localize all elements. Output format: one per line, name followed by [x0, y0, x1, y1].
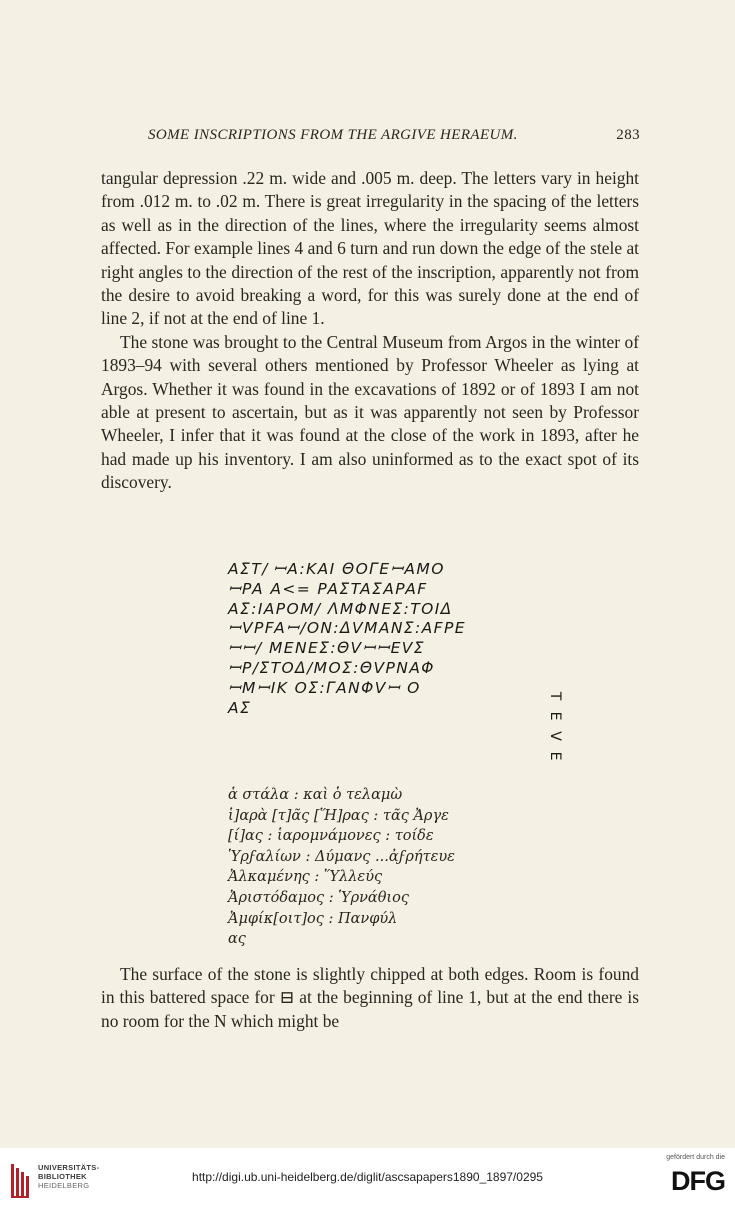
inscription-line: ꟷP/ΣTOΔ/MOΣ:ΘVPNAΦ	[228, 658, 435, 677]
vertical-letter: T	[547, 691, 563, 701]
paragraph-3: The surface of the stone is slightly chipped at both edges. Room is found in this battered space for ⊟ at the beginning of line 1, but at the end there is no room for the N which might be	[101, 964, 639, 1031]
greek-transcription	[228, 785, 528, 950]
funded-by-label: gefördert durch die	[666, 1154, 725, 1161]
inscription-line: AΣ:IAPOM/ ΛMΦNEΣ:TOIΔ	[228, 599, 453, 618]
paragraph-2: The stone was brought to the Central Museum from Argos in the winter of 1893–94 with several others mentioned by Professor Wheeler as lying at Argos. Whether it was found in the excavations of 1892 or of 1893 I am not able at present to ascertain, but as it was apparently not seen by Professor Wheeler, I infer that it was found at the close of the work in 1893, after he had made up his inventory. I am also uninformed as to the exact spot of its discovery.	[101, 331, 639, 493]
inscription-facsimile	[228, 560, 528, 718]
vertical-letter: E	[547, 751, 563, 761]
inscription-line: ꟷꟷ/ MENEΣ:ΘVꟷꟷEVΣ	[228, 639, 425, 658]
inscription-line: ꟷMꟷIK OΣ:ΓANΦVꟷ O	[228, 678, 421, 697]
transcription-line: Ὑρϝαλίων : Δύμανς ...ἀϝρήτευε	[228, 848, 455, 865]
closing-text	[101, 963, 639, 1033]
inscription-line: AΣT/ ꟷA:KAI ΘOΓEꟷAMO	[228, 560, 445, 578]
transcription-line: Ἀμφίκ[οιτ]ος : Πανφύλ	[228, 910, 398, 927]
inscription-line: AΣ	[228, 698, 252, 717]
transcription-line: ἁ στάλα : καὶ ὁ τελαμὼ	[228, 787, 403, 803]
institution-line: HEIDELBERG	[38, 1181, 90, 1190]
transcription-line: Ἀριστόδαμος : Ὑρνάθιος	[228, 889, 409, 906]
inscription-line: ꟷVPFAꟷ/ON:ΔVMANΣ:AFPE	[228, 619, 466, 638]
inscription-vertical-letters	[548, 686, 562, 766]
page-number: 283	[616, 127, 640, 143]
institution-line: BIBLIOTHEK	[38, 1172, 87, 1181]
dfg-logo: DFG	[671, 1166, 725, 1196]
paragraph-1: tangular depression .22 m. wide and .005 m. deep. The letters vary in height from .012 m. to .02 m. There is great irregularity in the spacing of the letters as well as in the direction of the lines, where the irregularity seems almost affected. For example lines 4 and 6 turn and run down the edge of the stele at right angles to the direction of the rest of the inscription, apparently not from the desire to avoid breaking a word, for this was surely done at the end of line 2, if not at the end of line 1.	[101, 168, 639, 329]
transcription-line: ας	[228, 931, 246, 948]
body-text	[101, 167, 639, 495]
vertical-letter: E	[547, 711, 563, 721]
inscription-line: ꟷPA A<= PAΣTAΣAPAF	[228, 579, 428, 598]
transcription-line: ἱ]αρὰ [τ]ᾶς [Ἥ]ρας : τᾶς Ἀργε	[228, 807, 449, 824]
transcription-line: [ί]ας : ἱαρομνάμονες : τοίδε	[228, 828, 434, 845]
digitization-footer	[0, 1148, 735, 1211]
vertical-letter: V	[547, 731, 563, 741]
running-head-title: SOME INSCRIPTIONS FROM THE ARGIVE HERAEUM.	[148, 127, 518, 143]
transcription-line: Ἀλκαμένης : Ὕλλεύς	[228, 869, 383, 886]
source-url-link[interactable]: http://digi.ub.uni-heidelberg.de/diglit/ascsapapers1890_1897/0295	[192, 1170, 543, 1184]
institution-line: UNIVERSITÄTS-	[38, 1163, 100, 1172]
